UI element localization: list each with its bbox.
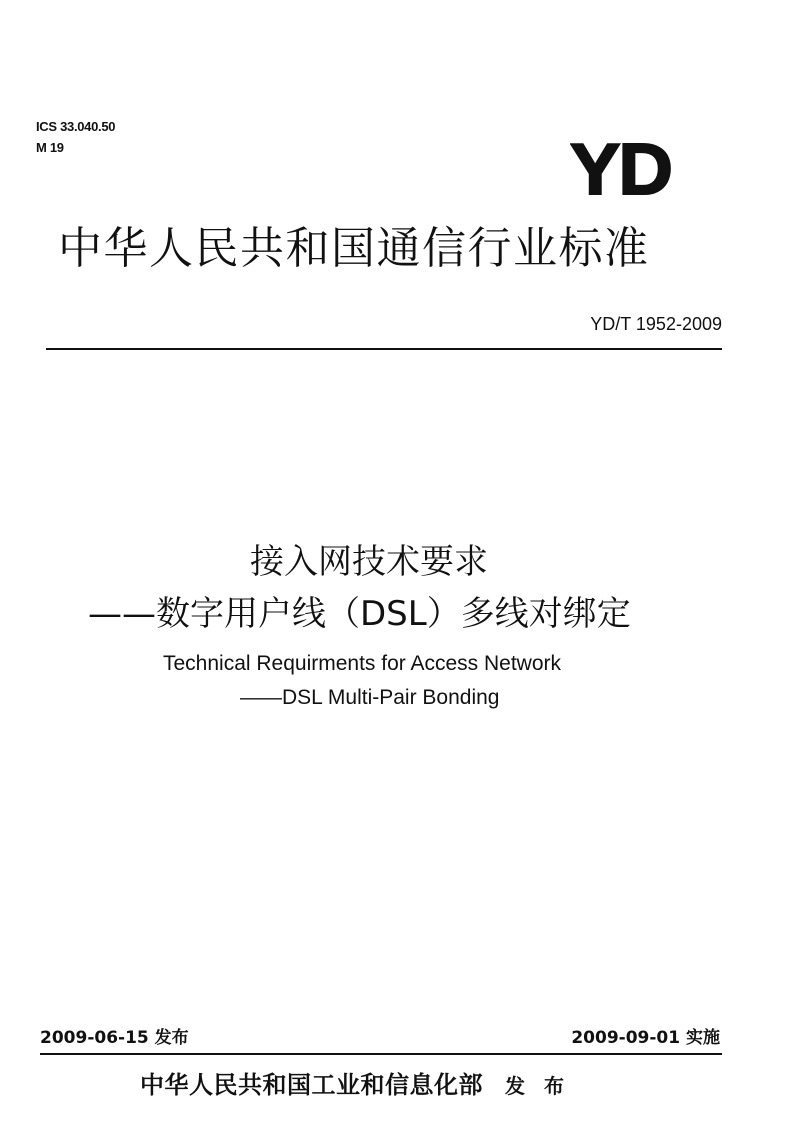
publish-label: 发 布 [505,1074,570,1098]
chinese-title-line-2: ——数字用户线（DSL）多线对绑定 [88,594,631,634]
header-divider [46,348,722,350]
ics-code: ICS 33.040.50 [36,119,116,134]
english-title-line-1: Technical Requirments for Access Network [163,652,561,675]
chinese-title-line-1: 接入网技术要求 [250,542,488,582]
english-title-line-2: ——DSL Multi-Pair Bonding [240,686,500,709]
publisher-name: 中华人民共和国工业和信息化部 [140,1070,483,1099]
publisher-line [140,1068,570,1103]
footer-divider [40,1053,722,1055]
standard-category-title: 中华人民共和国通信行业标准 [58,223,650,274]
implementation-date: 2009-09-01 实施 [571,1028,720,1048]
yd-logo: YD [570,130,671,210]
standard-number: YD/T 1952-2009 [590,314,722,334]
issue-date: 2009-06-15 发布 [40,1028,189,1048]
classification-codes [36,116,115,158]
ccs-code: M 19 [36,140,64,155]
